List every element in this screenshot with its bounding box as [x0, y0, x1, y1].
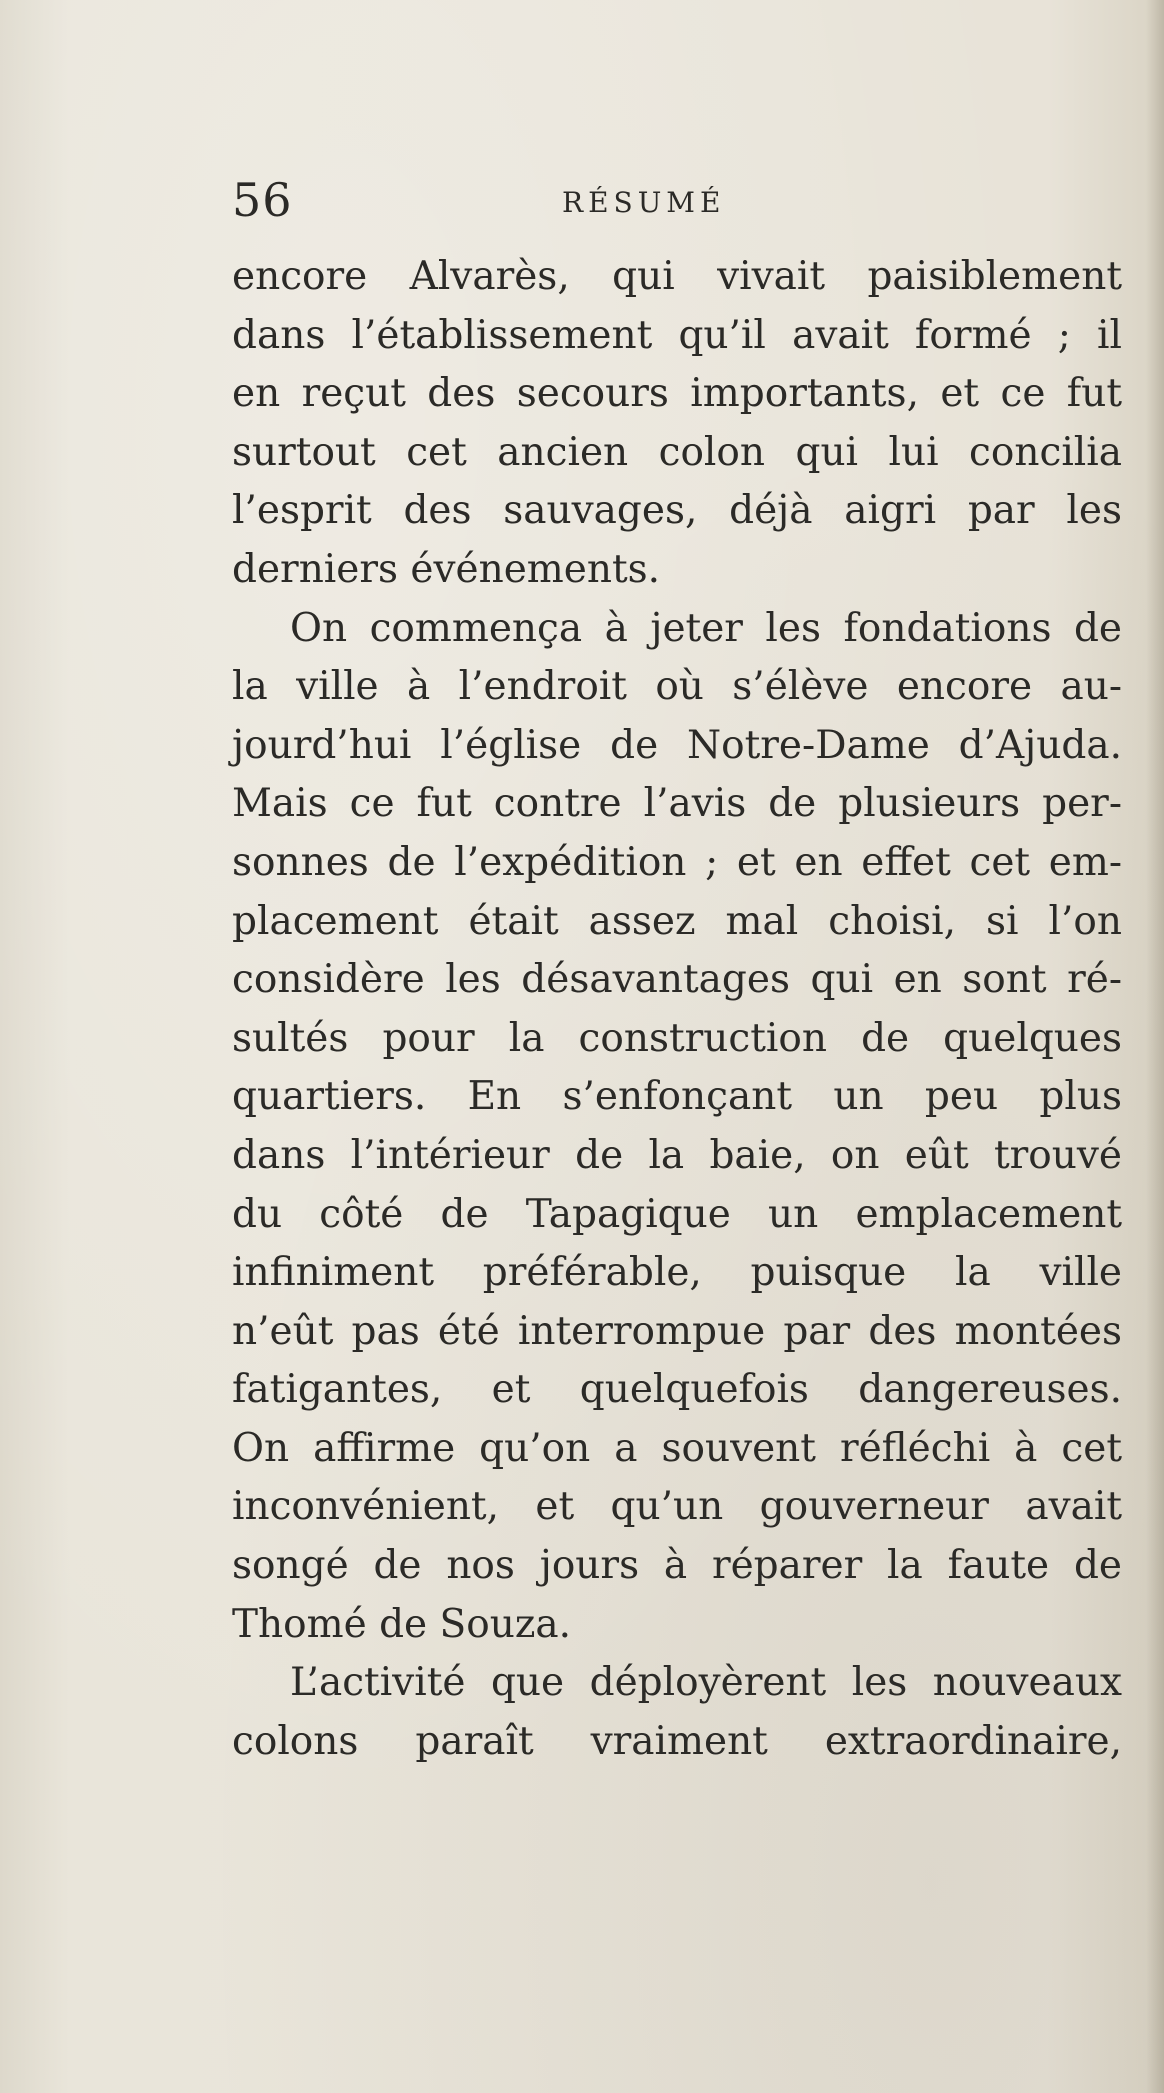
text-line: quartiers. En s’enfonçant un peu plus — [232, 1074, 1122, 1120]
text-line: infiniment préférable, puisque la ville — [232, 1250, 1122, 1296]
text-line: encore Alvarès, qui vivait paisiblement — [232, 254, 1122, 299]
text-line: n’eût pas été interrompue par des montées — [232, 1308, 1122, 1354]
text-line: dans l’intérieur de la baie, on eût trouvé — [232, 1132, 1122, 1178]
text-line: colons paraît vraiment extraordinaire, — [232, 1718, 1122, 1764]
text-line: du côté de Tapagique un emplacement — [232, 1191, 1122, 1237]
page-edge-shadow — [1146, 0, 1164, 2093]
text-line: l’esprit des sauvages, déjà aigri par les — [232, 488, 1122, 534]
text-line: On affirme qu’on a souvent réfléchi à cet — [232, 1425, 1122, 1471]
text-line: songé de nos jours à réparer la faute de — [232, 1543, 1122, 1589]
text-line: dans l’établissement qu’il avait formé ; il — [232, 312, 1122, 358]
page-number: 56 — [232, 173, 293, 227]
text-line: surtout cet ancien colon qui lui concilia — [232, 429, 1122, 475]
text-line: placement était assez mal choisi, si l’on — [232, 898, 1122, 944]
text-line: considère les désavantages qui en sont ré- — [232, 957, 1122, 1003]
text-line: sonnes de l’expédition ; et en effet cet em- — [232, 839, 1122, 885]
running-head — [232, 170, 1122, 230]
running-title: RÉSUMÉ — [562, 186, 726, 219]
text-line: inconvénient, et qu’un gouverneur avait — [232, 1484, 1122, 1530]
text-line: en reçut des secours importants, et ce fut — [232, 371, 1122, 417]
text-line: derniers événements. — [232, 546, 661, 592]
text-line: jourd’hui l’église de Notre-Dame d’Ajuda. — [232, 722, 1122, 768]
paragraph-first-line: L’activité que déployèrent les nouveaux — [290, 1660, 1122, 1706]
paragraph-first-line: On commença à jeter les fondations de — [290, 605, 1122, 651]
text-line: Mais ce fut contre l’avis de plusieurs per- — [232, 781, 1122, 827]
text-line: fatigantes, et quelquefois dangereuses. — [232, 1367, 1122, 1413]
text-line: sultés pour la construction de quelques — [232, 1015, 1122, 1061]
text-line: la ville à l’endroit où s’élève encore au- — [232, 664, 1122, 710]
text-line: Thomé de Souza. — [232, 1601, 572, 1647]
body-text — [232, 248, 1122, 1771]
